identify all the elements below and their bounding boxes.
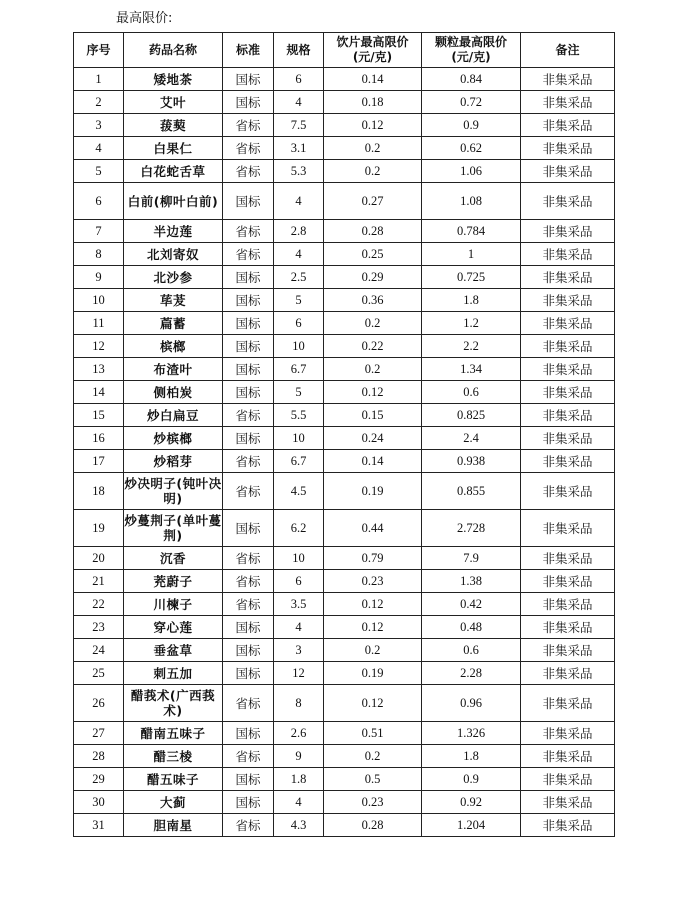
cell-note: 非集采品 <box>521 510 615 547</box>
cell-standard: 国标 <box>223 639 274 662</box>
cell-granule-price: 0.42 <box>422 593 521 616</box>
cell-spec: 1.8 <box>274 768 324 791</box>
table-row <box>74 358 615 381</box>
cell-granule-price: 1.204 <box>422 814 521 837</box>
table-row <box>74 570 615 593</box>
cell-no: 17 <box>74 450 124 473</box>
cell-granule-price: 1 <box>422 243 521 266</box>
cell-name: 川楝子 <box>124 593 223 616</box>
table-row <box>74 137 615 160</box>
cell-granule-price: 1.08 <box>422 183 521 220</box>
cell-spec: 5 <box>274 381 324 404</box>
cell-note: 非集采品 <box>521 137 615 160</box>
cell-name: 北刘寄奴 <box>124 243 223 266</box>
cell-no: 3 <box>74 114 124 137</box>
header-spec: 规格 <box>274 33 324 68</box>
cell-piece-price: 0.18 <box>324 91 422 114</box>
cell-spec: 5.3 <box>274 160 324 183</box>
cell-granule-price: 1.8 <box>422 745 521 768</box>
cell-spec: 8 <box>274 685 324 722</box>
table-row <box>74 220 615 243</box>
cell-note: 非集采品 <box>521 662 615 685</box>
cell-no: 8 <box>74 243 124 266</box>
cell-standard: 省标 <box>223 547 274 570</box>
cell-name: 侧柏炭 <box>124 381 223 404</box>
cell-spec: 4.5 <box>274 473 324 510</box>
cell-note: 非集采品 <box>521 722 615 745</box>
cell-standard: 省标 <box>223 745 274 768</box>
cell-granule-price: 2.728 <box>422 510 521 547</box>
cell-piece-price: 0.2 <box>324 137 422 160</box>
cell-spec: 12 <box>274 662 324 685</box>
cell-note: 非集采品 <box>521 616 615 639</box>
cell-spec: 4 <box>274 616 324 639</box>
table-row <box>74 243 615 266</box>
cell-piece-price: 0.51 <box>324 722 422 745</box>
cell-note: 非集采品 <box>521 639 615 662</box>
header-granule-price <box>422 33 521 68</box>
cell-no: 9 <box>74 266 124 289</box>
cell-name: 荜茇 <box>124 289 223 312</box>
cell-standard: 省标 <box>223 473 274 510</box>
cell-piece-price: 0.28 <box>324 220 422 243</box>
cell-note: 非集采品 <box>521 266 615 289</box>
cell-spec: 5 <box>274 289 324 312</box>
cell-name: 白果仁 <box>124 137 223 160</box>
table-row <box>74 160 615 183</box>
table-row <box>74 289 615 312</box>
cell-piece-price: 0.14 <box>324 450 422 473</box>
cell-name: 沉香 <box>124 547 223 570</box>
cell-name: 炒稻芽 <box>124 450 223 473</box>
cell-standard: 省标 <box>223 404 274 427</box>
cell-granule-price: 1.2 <box>422 312 521 335</box>
cell-piece-price: 0.12 <box>324 685 422 722</box>
price-table <box>73 32 615 837</box>
cell-piece-price: 0.25 <box>324 243 422 266</box>
table-row <box>74 662 615 685</box>
cell-spec: 4.3 <box>274 814 324 837</box>
cell-granule-price: 1.06 <box>422 160 521 183</box>
cell-granule-price: 2.2 <box>422 335 521 358</box>
cell-spec: 6.2 <box>274 510 324 547</box>
cell-granule-price: 0.6 <box>422 381 521 404</box>
cell-granule-price: 0.725 <box>422 266 521 289</box>
cell-piece-price: 0.2 <box>324 745 422 768</box>
cell-granule-price: 2.28 <box>422 662 521 685</box>
cell-spec: 6.7 <box>274 358 324 381</box>
cell-name: 矮地茶 <box>124 68 223 91</box>
cell-note: 非集采品 <box>521 768 615 791</box>
cell-no: 13 <box>74 358 124 381</box>
cell-granule-price: 0.825 <box>422 404 521 427</box>
table-row <box>74 381 615 404</box>
cell-no: 26 <box>74 685 124 722</box>
cell-no: 5 <box>74 160 124 183</box>
cell-spec: 4 <box>274 243 324 266</box>
table-row <box>74 427 615 450</box>
cell-granule-price: 1.34 <box>422 358 521 381</box>
header-piece-price-unit: (元/克) <box>352 50 393 64</box>
cell-standard: 国标 <box>223 68 274 91</box>
cell-name: 胆南星 <box>124 814 223 837</box>
cell-granule-price: 0.6 <box>422 639 521 662</box>
cell-no: 15 <box>74 404 124 427</box>
cell-piece-price: 0.29 <box>324 266 422 289</box>
cell-name: 茺蔚子 <box>124 570 223 593</box>
cell-granule-price: 0.62 <box>422 137 521 160</box>
cell-standard: 省标 <box>223 220 274 243</box>
cell-piece-price: 0.5 <box>324 768 422 791</box>
cell-no: 14 <box>74 381 124 404</box>
cell-spec: 6 <box>274 312 324 335</box>
cell-standard: 国标 <box>223 768 274 791</box>
cell-granule-price: 0.9 <box>422 768 521 791</box>
table-row <box>74 91 615 114</box>
cell-note: 非集采品 <box>521 791 615 814</box>
cell-granule-price: 1.326 <box>422 722 521 745</box>
cell-note: 非集采品 <box>521 289 615 312</box>
cell-granule-price: 2.4 <box>422 427 521 450</box>
cell-note: 非集采品 <box>521 68 615 91</box>
cell-standard: 国标 <box>223 791 274 814</box>
table-row <box>74 791 615 814</box>
cell-piece-price: 0.14 <box>324 68 422 91</box>
cell-granule-price: 0.96 <box>422 685 521 722</box>
cell-note: 非集采品 <box>521 745 615 768</box>
cell-note: 非集采品 <box>521 335 615 358</box>
cell-granule-price: 7.9 <box>422 547 521 570</box>
cell-piece-price: 0.12 <box>324 381 422 404</box>
cell-standard: 省标 <box>223 114 274 137</box>
cell-granule-price: 0.9 <box>422 114 521 137</box>
table-row <box>74 68 615 91</box>
cell-spec: 10 <box>274 335 324 358</box>
cell-no: 20 <box>74 547 124 570</box>
cell-no: 11 <box>74 312 124 335</box>
cell-no: 1 <box>74 68 124 91</box>
header-row <box>74 33 615 68</box>
cell-standard: 国标 <box>223 312 274 335</box>
cell-no: 19 <box>74 510 124 547</box>
cell-piece-price: 0.12 <box>324 616 422 639</box>
cell-name: 炒槟榔 <box>124 427 223 450</box>
cell-no: 31 <box>74 814 124 837</box>
header-standard: 标准 <box>223 33 274 68</box>
cell-piece-price: 0.24 <box>324 427 422 450</box>
cell-no: 10 <box>74 289 124 312</box>
cell-note: 非集采品 <box>521 427 615 450</box>
table-caption: 最高限价: <box>116 11 173 26</box>
cell-name: 醋五味子 <box>124 768 223 791</box>
cell-note: 非集采品 <box>521 220 615 243</box>
header-piece-price <box>324 33 422 68</box>
cell-no: 16 <box>74 427 124 450</box>
cell-standard: 国标 <box>223 510 274 547</box>
cell-no: 4 <box>74 137 124 160</box>
table-row <box>74 768 615 791</box>
cell-granule-price: 0.855 <box>422 473 521 510</box>
cell-spec: 3 <box>274 639 324 662</box>
cell-piece-price: 0.12 <box>324 114 422 137</box>
cell-name: 大蓟 <box>124 791 223 814</box>
cell-granule-price: 0.72 <box>422 91 521 114</box>
cell-name: 艾叶 <box>124 91 223 114</box>
cell-name: 白花蛇舌草 <box>124 160 223 183</box>
header-granule-price-label: 颗粒最高限价 <box>434 35 507 49</box>
cell-spec: 10 <box>274 547 324 570</box>
table-row <box>74 450 615 473</box>
cell-name: 布渣叶 <box>124 358 223 381</box>
cell-name: 萹蓄 <box>124 312 223 335</box>
cell-spec: 9 <box>274 745 324 768</box>
table-row <box>74 266 615 289</box>
cell-standard: 省标 <box>223 570 274 593</box>
cell-note: 非集采品 <box>521 593 615 616</box>
cell-note: 非集采品 <box>521 404 615 427</box>
cell-piece-price: 0.23 <box>324 791 422 814</box>
cell-standard: 省标 <box>223 137 274 160</box>
cell-name: 炒白扁豆 <box>124 404 223 427</box>
cell-piece-price: 0.2 <box>324 312 422 335</box>
cell-standard: 省标 <box>223 243 274 266</box>
cell-name: 菝葜 <box>124 114 223 137</box>
cell-granule-price: 0.84 <box>422 68 521 91</box>
cell-no: 24 <box>74 639 124 662</box>
cell-spec: 7.5 <box>274 114 324 137</box>
cell-no: 30 <box>74 791 124 814</box>
table-row <box>74 745 615 768</box>
cell-name: 醋莪术(广西莪术) <box>124 685 223 722</box>
table-row <box>74 473 615 510</box>
cell-note: 非集采品 <box>521 114 615 137</box>
cell-name: 槟榔 <box>124 335 223 358</box>
cell-spec: 5.5 <box>274 404 324 427</box>
cell-name: 醋南五味子 <box>124 722 223 745</box>
cell-piece-price: 0.2 <box>324 639 422 662</box>
table-row <box>74 639 615 662</box>
cell-name: 穿心莲 <box>124 616 223 639</box>
cell-spec: 4 <box>274 791 324 814</box>
cell-piece-price: 0.2 <box>324 358 422 381</box>
cell-spec: 3.1 <box>274 137 324 160</box>
header-note: 备注 <box>521 33 615 68</box>
header-piece-price-label: 饮片最高限价 <box>336 35 409 49</box>
cell-spec: 2.6 <box>274 722 324 745</box>
header-name: 药品名称 <box>124 33 223 68</box>
cell-note: 非集采品 <box>521 243 615 266</box>
cell-granule-price: 1.8 <box>422 289 521 312</box>
cell-spec: 6 <box>274 570 324 593</box>
cell-note: 非集采品 <box>521 685 615 722</box>
cell-standard: 国标 <box>223 381 274 404</box>
cell-name: 垂盆草 <box>124 639 223 662</box>
cell-granule-price: 0.48 <box>422 616 521 639</box>
table-row <box>74 312 615 335</box>
cell-name: 北沙参 <box>124 266 223 289</box>
cell-spec: 2.8 <box>274 220 324 243</box>
cell-standard: 省标 <box>223 160 274 183</box>
cell-spec: 4 <box>274 91 324 114</box>
cell-piece-price: 0.44 <box>324 510 422 547</box>
table-row <box>74 814 615 837</box>
cell-note: 非集采品 <box>521 450 615 473</box>
cell-no: 22 <box>74 593 124 616</box>
cell-piece-price: 0.2 <box>324 160 422 183</box>
cell-standard: 国标 <box>223 266 274 289</box>
cell-piece-price: 0.23 <box>324 570 422 593</box>
cell-spec: 2.5 <box>274 266 324 289</box>
cell-no: 27 <box>74 722 124 745</box>
header-granule-price-unit: (元/克) <box>451 50 491 64</box>
header-no: 序号 <box>74 33 124 68</box>
cell-piece-price: 0.28 <box>324 814 422 837</box>
table-row <box>74 404 615 427</box>
cell-no: 23 <box>74 616 124 639</box>
cell-granule-price: 0.784 <box>422 220 521 243</box>
table-row <box>74 616 615 639</box>
cell-no: 2 <box>74 91 124 114</box>
cell-piece-price: 0.12 <box>324 593 422 616</box>
cell-name: 炒蔓荆子(单叶蔓荆) <box>124 510 223 547</box>
cell-no: 29 <box>74 768 124 791</box>
cell-name: 刺五加 <box>124 662 223 685</box>
cell-no: 28 <box>74 745 124 768</box>
table-row <box>74 593 615 616</box>
cell-standard: 省标 <box>223 814 274 837</box>
cell-standard: 国标 <box>223 427 274 450</box>
cell-granule-price: 0.92 <box>422 791 521 814</box>
cell-no: 6 <box>74 183 124 220</box>
table-row <box>74 722 615 745</box>
cell-note: 非集采品 <box>521 160 615 183</box>
cell-standard: 国标 <box>223 183 274 220</box>
cell-standard: 省标 <box>223 685 274 722</box>
cell-granule-price: 0.938 <box>422 450 521 473</box>
cell-standard: 国标 <box>223 358 274 381</box>
cell-granule-price: 1.38 <box>422 570 521 593</box>
cell-note: 非集采品 <box>521 473 615 510</box>
table-body <box>74 68 615 837</box>
table-row <box>74 335 615 358</box>
cell-spec: 10 <box>274 427 324 450</box>
cell-piece-price: 0.36 <box>324 289 422 312</box>
table-row <box>74 510 615 547</box>
cell-note: 非集采品 <box>521 358 615 381</box>
cell-standard: 省标 <box>223 450 274 473</box>
cell-name: 炒决明子(钝叶决明) <box>124 473 223 510</box>
cell-note: 非集采品 <box>521 312 615 335</box>
cell-no: 7 <box>74 220 124 243</box>
cell-standard: 国标 <box>223 335 274 358</box>
cell-standard: 国标 <box>223 662 274 685</box>
cell-note: 非集采品 <box>521 183 615 220</box>
cell-no: 21 <box>74 570 124 593</box>
cell-name: 半边莲 <box>124 220 223 243</box>
cell-spec: 6 <box>274 68 324 91</box>
table-row <box>74 547 615 570</box>
cell-note: 非集采品 <box>521 547 615 570</box>
cell-standard: 国标 <box>223 91 274 114</box>
cell-standard: 国标 <box>223 289 274 312</box>
cell-standard: 省标 <box>223 593 274 616</box>
cell-note: 非集采品 <box>521 381 615 404</box>
cell-note: 非集采品 <box>521 570 615 593</box>
cell-note: 非集采品 <box>521 91 615 114</box>
table-row <box>74 685 615 722</box>
cell-piece-price: 0.22 <box>324 335 422 358</box>
cell-piece-price: 0.27 <box>324 183 422 220</box>
cell-no: 18 <box>74 473 124 510</box>
cell-piece-price: 0.19 <box>324 473 422 510</box>
cell-name: 醋三棱 <box>124 745 223 768</box>
table-row <box>74 183 615 220</box>
cell-name: 白前(柳叶白前) <box>124 183 223 220</box>
cell-spec: 4 <box>274 183 324 220</box>
cell-spec: 6.7 <box>274 450 324 473</box>
cell-no: 25 <box>74 662 124 685</box>
cell-standard: 国标 <box>223 616 274 639</box>
cell-note: 非集采品 <box>521 814 615 837</box>
cell-no: 12 <box>74 335 124 358</box>
table-row <box>74 114 615 137</box>
cell-standard: 国标 <box>223 722 274 745</box>
cell-piece-price: 0.79 <box>324 547 422 570</box>
cell-piece-price: 0.15 <box>324 404 422 427</box>
cell-spec: 3.5 <box>274 593 324 616</box>
cell-piece-price: 0.19 <box>324 662 422 685</box>
